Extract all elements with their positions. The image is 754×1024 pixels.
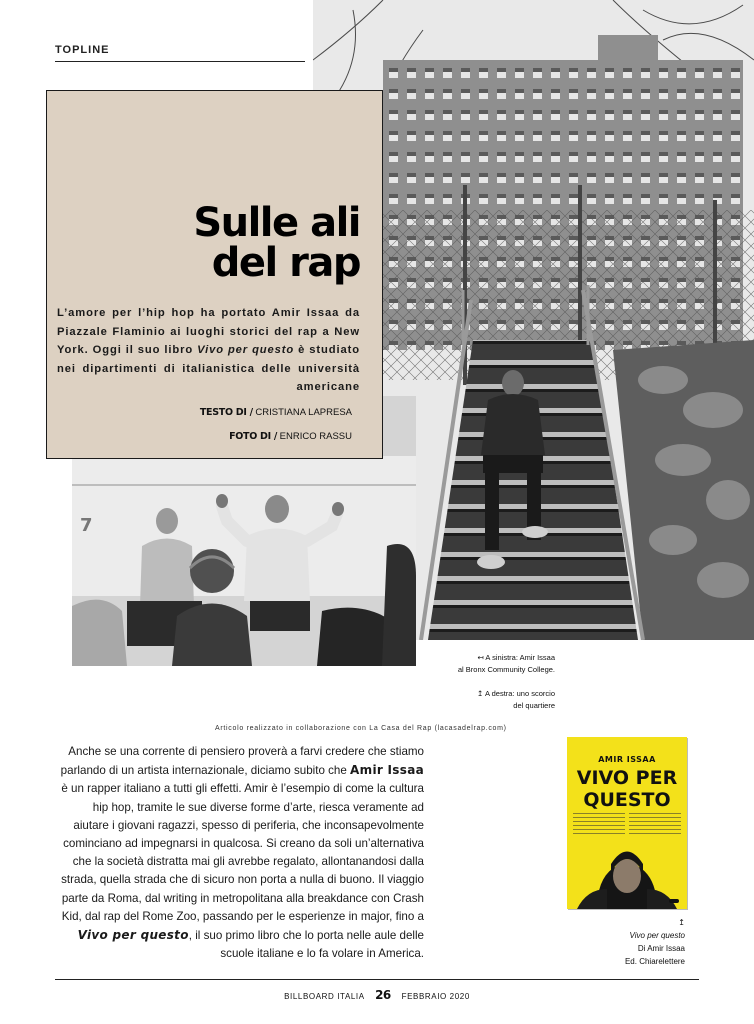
text-credit (200, 407, 352, 418)
footer-divider (55, 979, 699, 980)
caption-left-line-2: al Bronx Community College. (457, 665, 555, 674)
text-credit-author: CRISTIANA LAPRESA (255, 407, 352, 418)
caption-right-line-1: A destra: uno scorcio (484, 689, 555, 698)
page-footer (0, 988, 754, 1002)
book-caption-publisher: Ed. Chiarelettere (624, 957, 685, 966)
body-text-1: Anche se una corrente di pensiero proverà a farvi credere che stiamo parlando di un artista internazionale, diciamo subito che (60, 745, 424, 778)
article-body (58, 743, 424, 963)
lead-text-1: L’amore per l’hip hop ha portato Amir Issaa da Piazzale Flaminio ai luoghi storici del rap a New York. Oggi il suo libro (57, 307, 360, 357)
lead-book-title: Vivo per questo (197, 344, 295, 357)
body-text-3: , il suo primo libro che lo porta nelle aule delle scuole italiane e lo fa volare in America. (188, 929, 424, 961)
book-cover-author: AMIR ISSAA (598, 755, 656, 764)
svg-text:7: 7 (80, 515, 93, 536)
caption-right-line-2: del quartiere (513, 701, 555, 710)
title-line-1: Sulle ali (193, 200, 360, 246)
article-lead (57, 304, 360, 397)
book-cover (567, 737, 687, 909)
text-credit-key: TESTO DI / (199, 407, 253, 418)
caption-left-line-1: A sinistra: Amir Issaa (485, 653, 555, 662)
book-cover-portrait (567, 834, 687, 909)
article-title (193, 200, 360, 286)
book-cover-title-2: QUESTO (583, 789, 671, 811)
book-caption-arrow-icon: ↥ (678, 918, 685, 927)
section-divider (55, 61, 305, 62)
body-text-2: è un rapper italiano a tutti gli effetti. Amir è l’esempio di come la cultura hip hop, tramite le sue diverse forme d’arte, riesca veramente ad aiutare i giovani ragazzi, spesso di periferia, che inconsapevolmente cominciano ad impegnarsi in qualcosa. Si creano da soli un’alternativa che la società distratta mai gli avrebbe regalato, allontanandosi dalla strada, quella strada che di sicuro non porta a nulla di buono. Il viaggio parte da Roma, dal writing in metropolitana alla breakdance con Crash Kid, dal rap del Rome Zoo, passando per le esperienze in major, fino a (61, 782, 424, 923)
section-label: TOPLINE (55, 44, 110, 56)
lead-text-2: è studiato nei dipartimenti di italianistica delle università americane (57, 344, 360, 394)
book-caption-author: Di Amir Issaa (637, 944, 685, 953)
footer-date: FEBBRAIO 2020 (401, 992, 470, 1001)
footer-page-number: 26 (375, 988, 391, 1002)
caption-right-photo (477, 688, 555, 712)
body-artist-name: Amir Issaa (350, 763, 424, 778)
book-caption (625, 916, 685, 968)
body-book-title: Vivo per questo (77, 928, 189, 943)
book-cover-title-1: VIVO PER (576, 767, 678, 789)
photo-credit (229, 431, 352, 442)
publisher-logo (669, 899, 679, 903)
caption-left-photo (458, 652, 555, 676)
caption-left-arrow-icon: ↤ (477, 653, 484, 662)
title-line-2: del rap (211, 240, 360, 286)
article-title-box (46, 90, 383, 459)
collaboration-note: Articolo realizzato in collaborazione con La Casa del Rap (lacasadelrap.com) (215, 725, 507, 732)
photo-credit-author: ENRICO RASSU (279, 431, 352, 442)
photo-credit-key: FOTO DI / (229, 431, 278, 442)
footer-magazine: BILLBOARD ITALIA (284, 992, 365, 1001)
caption-up-arrow-icon: ↥ (476, 689, 484, 698)
book-cover-title (571, 767, 683, 811)
book-caption-title: Vivo per questo (629, 931, 685, 940)
